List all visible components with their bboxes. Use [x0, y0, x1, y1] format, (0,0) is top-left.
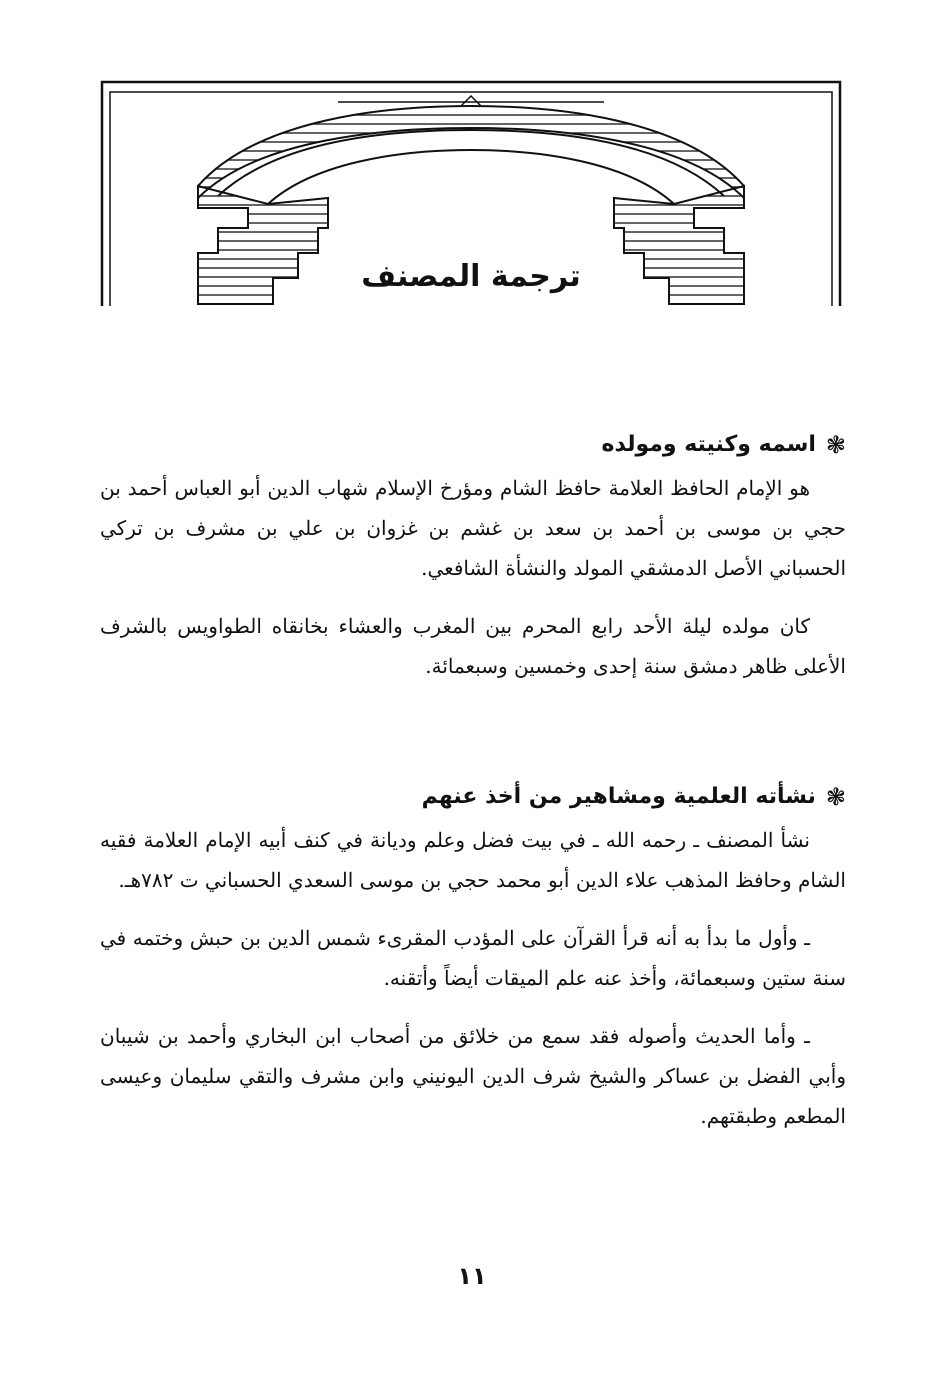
flower-ornament-icon: ❃ [825, 783, 846, 811]
section-heading [100, 428, 846, 462]
paragraph: نشأ المصنف ـ رحمه الله ـ في بيت فضل وعلم وديانة في كنف أبيه الإمام العلامة فقيه الشام وحافظ المذهب علاء الدين أبو محمد حجي بن موسى السعدي الحسباني ت ٧٨٢هـ. [100, 828, 846, 892]
paragraph: ـ وأول ما بدأ به أنه قرأ القرآن على المؤدب المقرىء شمس الدين بن حبش وختمه في سنة ستين وسبعمائة، وأخذ عنه علم الميقات أيضاً وأتقنه. [100, 926, 846, 990]
paragraph: هو الإمام الحافظ العلامة حافظ الشام ومؤرخ الإسلام شهاب الدين أبو العباس أحمد بن حجي بن موسى بن أحمد بن سعد بن غشم بن غزوان بن علي بن مشرف بن تركي الحسباني الأصل الدمشقي المولد والنشأة الشافعي. [100, 476, 846, 580]
section-scholarly-upbringing [100, 780, 846, 1136]
page-number: ١١ [457, 1262, 487, 1290]
section-heading [100, 780, 846, 814]
paragraph: كان مولده ليلة الأحد رابع المحرم بين المغرب والعشاء بخانقاه الطواويس بالشرف الأعلى ظاهر دمشق سنة إحدى وخمسين وسبعمائة. [100, 614, 846, 678]
chapter-title: ترجمة المصنف [361, 259, 581, 294]
flower-ornament-icon: ❃ [825, 431, 846, 459]
paragraph: ـ وأما الحديث وأصوله فقد سمع من خلائق من أصحاب ابن البخاري وأحمد بن شيبان وأبي الفضل بن عساكر والشيخ شرف الدين اليونيني وابن مشرف والتقي سليمان وعيسى المطعم وطبقتهم. [100, 1024, 846, 1128]
section-heading-text: نشأته العلمية ومشاهير من أخذ عنهم [421, 784, 816, 809]
section-heading-text: اسمه وكنيته ومولده [601, 432, 816, 457]
section-name-kunya-birth [100, 428, 846, 686]
